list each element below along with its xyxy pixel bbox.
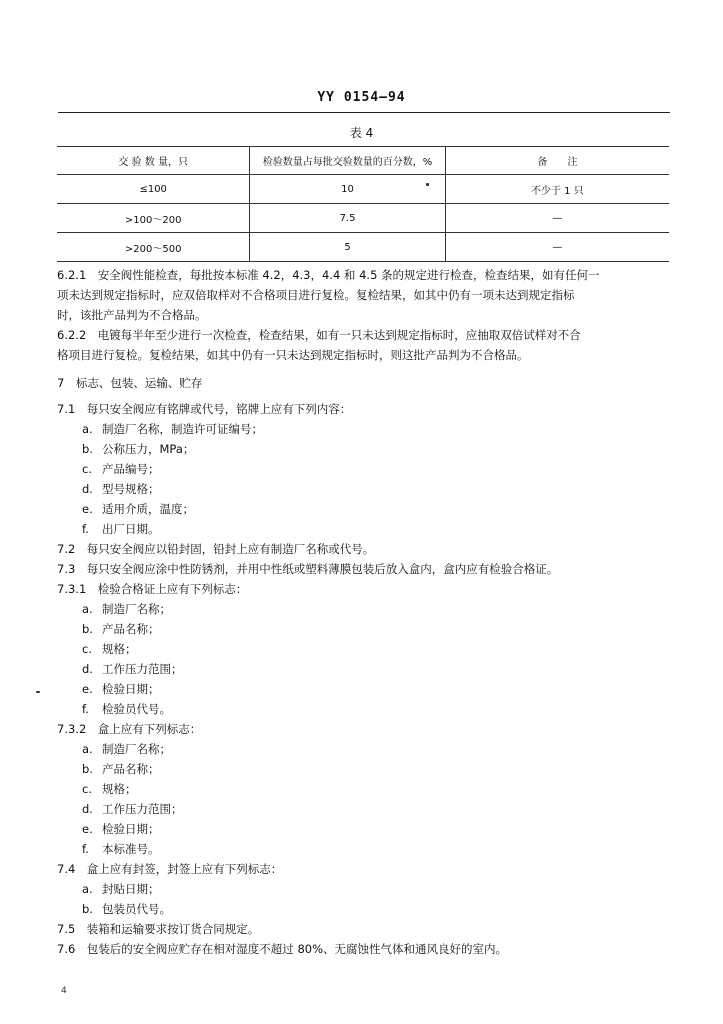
list-item-text: 制造厂名称； xyxy=(102,742,171,756)
list-item-label: c. xyxy=(82,642,92,656)
list-item-label: d. xyxy=(82,662,93,676)
list-item-label: b. xyxy=(82,622,93,636)
clause-7-3-2-list xyxy=(57,739,671,859)
table-cell: — xyxy=(445,204,669,233)
list-item-text: 产品名称； xyxy=(102,762,160,776)
list-item-label: f. xyxy=(82,702,89,716)
table-cell: ≤100 xyxy=(57,175,250,204)
list-item-label: b. xyxy=(82,762,93,776)
clause-7-3-1-list xyxy=(57,599,671,719)
col-header-remarks: 备 注 xyxy=(445,147,669,175)
list-item xyxy=(57,419,671,439)
list-item xyxy=(57,759,671,779)
clause-6-2-1-line: 项未达到规定指标时，应双倍取样对不合格项目进行复检。复检结果，如其中仍有一项未达到规定指标 xyxy=(57,288,575,302)
list-item xyxy=(57,519,671,539)
list-item-text: 工作压力范围； xyxy=(102,662,183,676)
list-item xyxy=(57,499,671,519)
section-7-heading: 7 标志、包装、运输、贮存 xyxy=(57,376,203,390)
list-item-text: 产品编号； xyxy=(102,462,160,476)
page-number: 4 xyxy=(61,986,67,996)
clause-7-5: 7.5 装箱和运输要求按订货合同规定。 xyxy=(57,922,260,936)
list-item-text: 制造厂名称，制造许可证编号； xyxy=(102,422,263,436)
clause-6-2-2-line: 6.2.2 电镀每半年至少进行一次检查，检查结果，如有一只未达到规定指标时，应抽取双倍试样对不合 xyxy=(57,328,581,342)
table-header-row xyxy=(57,147,669,175)
clause-6-2-1-line: 6.2.1 安全阀性能检查，每批按本标准 4.2，4.3，4.4 和 4.5 条的规定进行检查，检查结果，如有任何一 xyxy=(57,268,600,282)
table-cell: 5 xyxy=(250,233,445,262)
scan-speck xyxy=(36,691,40,693)
list-item xyxy=(57,619,671,639)
list-item xyxy=(57,899,671,919)
table-cell: — xyxy=(445,233,669,262)
list-item-text: 规格； xyxy=(102,642,137,656)
list-item-text: 出厂日期。 xyxy=(102,522,160,536)
list-item xyxy=(57,699,671,719)
list-item-label: f. xyxy=(82,842,89,856)
list-item-text: 检验日期； xyxy=(102,682,160,696)
list-item xyxy=(57,799,671,819)
list-item-label: f. xyxy=(82,522,89,536)
list-item-text: 公称压力，MPa； xyxy=(102,442,195,456)
list-item xyxy=(57,679,671,699)
list-item xyxy=(57,439,671,459)
list-item xyxy=(57,839,671,859)
list-item-text: 规格； xyxy=(102,782,137,796)
list-item-label: e. xyxy=(82,822,93,836)
col-header-percent: 检验数量占每批交验数量的百分数，% xyxy=(250,147,445,175)
list-item-label: d. xyxy=(82,482,93,496)
clause-7-2: 7.2 每只安全阀应以铅封固，铅封上应有制造厂名称或代号。 xyxy=(57,542,375,556)
clause-7-4: 7.4 盒上应有封签，封签上应有下列标志： xyxy=(57,862,283,876)
clause-7-3-1: 7.3.1 检验合格证上应有下列标志： xyxy=(57,582,248,596)
list-item-text: 适用介质，温度； xyxy=(102,502,194,516)
list-item-label: b. xyxy=(82,902,93,916)
list-item xyxy=(57,639,671,659)
list-item xyxy=(57,739,671,759)
list-item xyxy=(57,459,671,479)
table-row xyxy=(57,233,669,262)
list-item-label: b. xyxy=(82,442,93,456)
clause-7-3-2: 7.3.2 盒上应有下列标志： xyxy=(57,722,202,736)
list-item xyxy=(57,819,671,839)
list-item xyxy=(57,479,671,499)
list-item-text: 检验日期； xyxy=(102,822,160,836)
list-item-label: e. xyxy=(82,682,93,696)
list-item xyxy=(57,879,671,899)
table-cell: 不少于 1 只 xyxy=(445,175,669,204)
clause-7-1: 7.1 每只安全阀应有铭牌或代号，铭牌上应有下列内容： xyxy=(57,402,352,416)
list-item-text: 检验员代号。 xyxy=(102,702,171,716)
list-item-text: 封贴日期； xyxy=(102,882,160,896)
standard-code-header: YY 0154—94 xyxy=(317,90,406,105)
list-item-label: a. xyxy=(82,742,93,756)
list-item-text: 工作压力范围； xyxy=(102,802,183,816)
list-item-label: a. xyxy=(82,422,93,436)
table-row xyxy=(57,204,669,233)
clause-6-2-2-line: 格项目进行复检。复检结果，如其中仍有一只未达到规定指标时，则这批产品判为不合格品。 xyxy=(57,348,529,362)
table-cell: >200～500 xyxy=(57,233,250,262)
list-item xyxy=(57,599,671,619)
list-item-label: c. xyxy=(82,462,92,476)
list-item-text: 制造厂名称； xyxy=(102,602,171,616)
scan-speck xyxy=(426,183,429,186)
list-item xyxy=(57,659,671,679)
list-item-text: 本标准号。 xyxy=(102,842,160,856)
list-item-text: 包装员代号。 xyxy=(102,902,171,916)
table-cell: 10 xyxy=(250,175,445,204)
col-header-quantity: 交 验 数 量，只 xyxy=(57,147,250,175)
inspection-table xyxy=(57,146,669,262)
list-item-text: 产品名称； xyxy=(102,622,160,636)
table-cell: >100～200 xyxy=(57,204,250,233)
clause-6-2-1-line: 时，该批产品判为不合格品。 xyxy=(57,308,207,322)
table-row xyxy=(57,175,669,204)
body-text xyxy=(57,265,671,959)
list-item-label: e. xyxy=(82,502,93,516)
clause-7-1-list xyxy=(57,419,671,539)
clause-7-6: 7.6 包装后的安全阀应贮存在相对湿度不超过 80%、无腐蚀性气体和通风良好的室内。 xyxy=(57,942,508,956)
list-item-label: d. xyxy=(82,802,93,816)
list-item-label: a. xyxy=(82,882,93,896)
table-cell: 7.5 xyxy=(250,204,445,233)
list-item-label: a. xyxy=(82,602,93,616)
list-item-label: c. xyxy=(82,782,92,796)
header-rule xyxy=(58,112,670,113)
clause-7-4-list xyxy=(57,879,671,919)
clause-7-3: 7.3 每只安全阀应涂中性防锈剂，并用中性纸或塑料薄膜包装后放入盒内，盒内应有检验合格证。 xyxy=(57,562,559,576)
list-item-text: 型号规格； xyxy=(102,482,160,496)
list-item xyxy=(57,779,671,799)
table-title: 表 4 xyxy=(349,126,374,140)
